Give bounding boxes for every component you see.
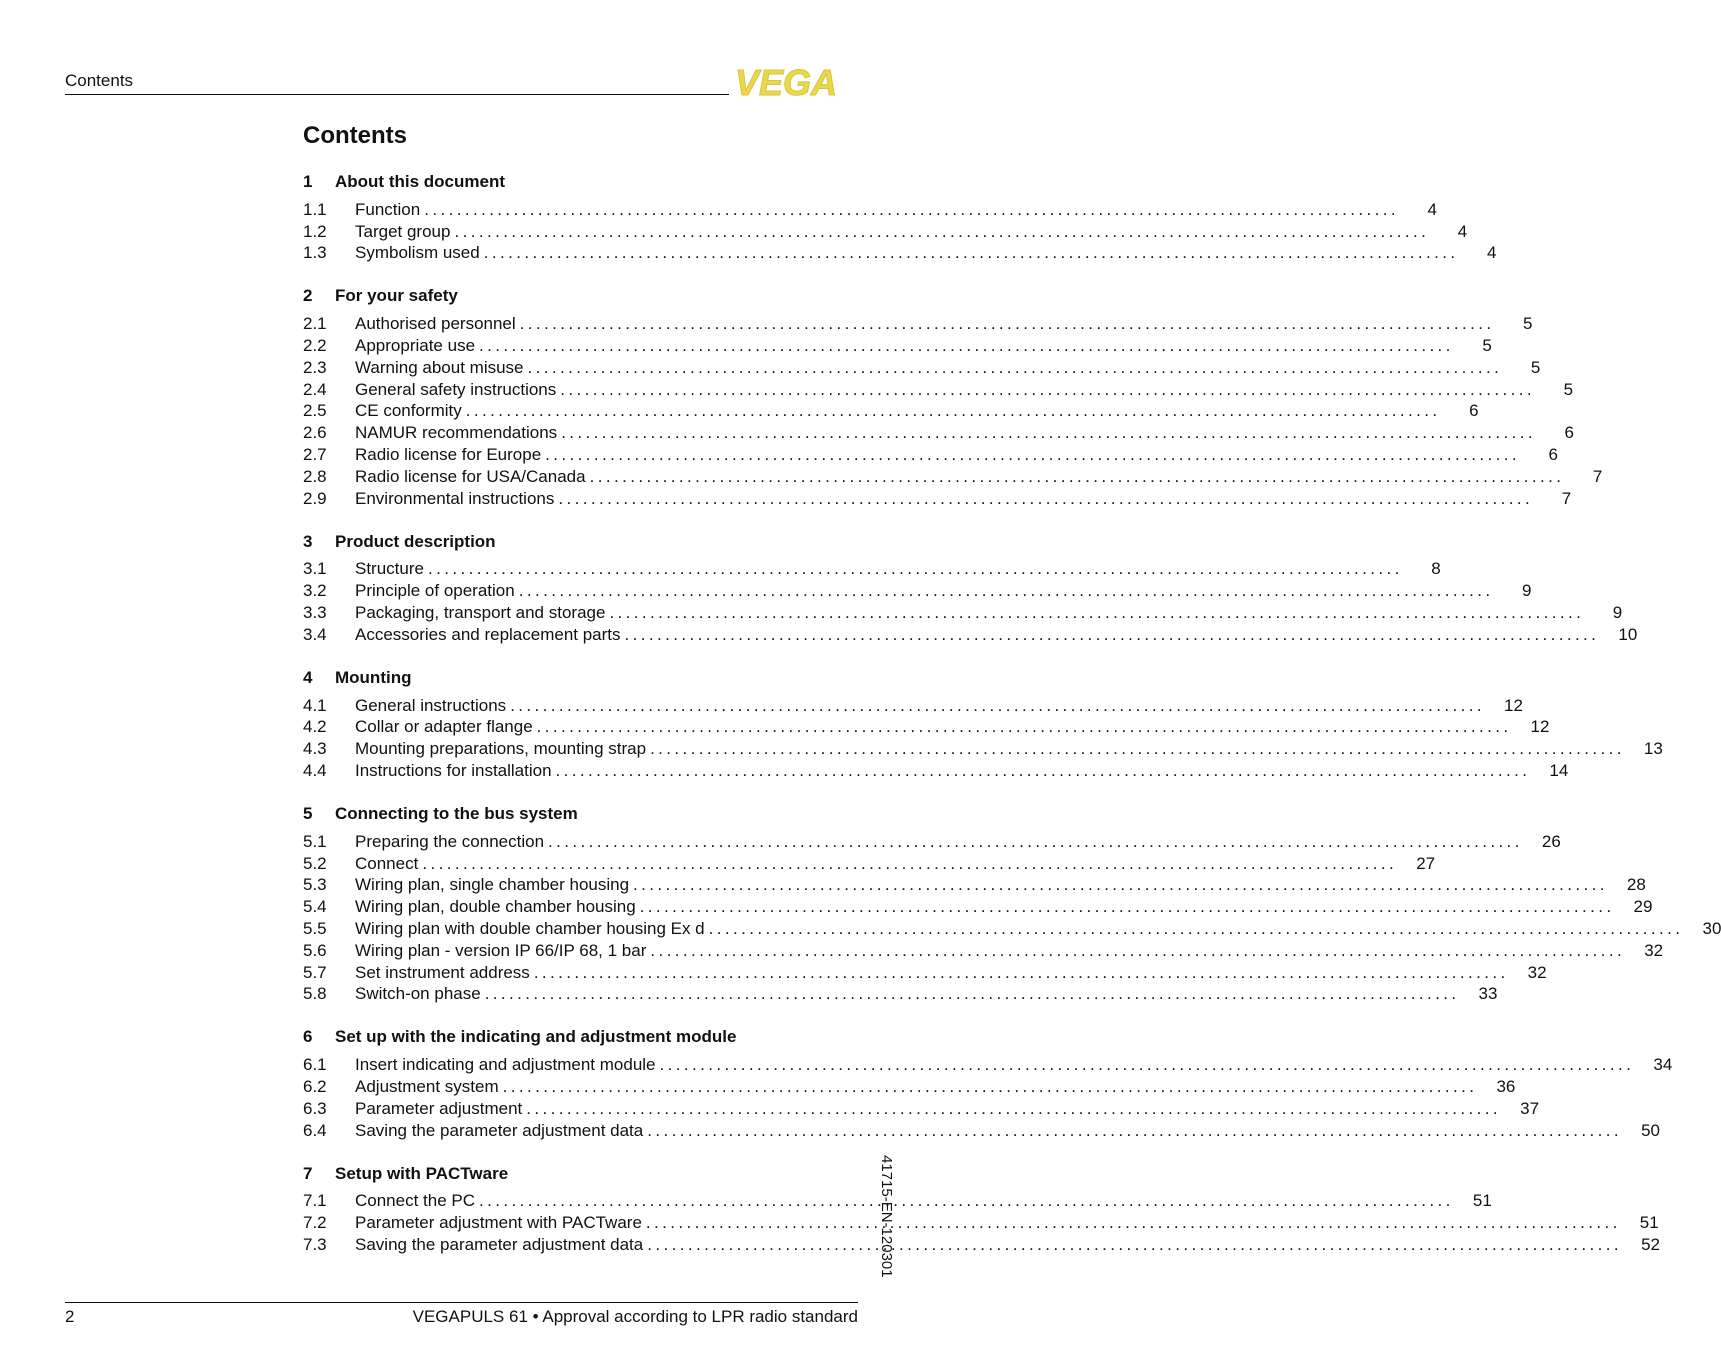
entry-title: Packaging, transport and storage — [355, 603, 606, 623]
section-title: Connecting to the bus system — [335, 803, 578, 823]
entry-title: Authorised personnel — [355, 314, 516, 334]
dot-leader: ........................................................................................................................ — [422, 853, 1398, 873]
entry-number: 5.6 — [303, 940, 327, 960]
toc-entry[interactable] — [303, 1098, 1540, 1120]
dot-leader: ........................................................................................................................ — [533, 962, 1509, 982]
entry-page-number: 32 — [1527, 962, 1547, 982]
entry-title: Wiring plan, single chamber housing — [355, 875, 630, 895]
entry-page-number: 14 — [1549, 761, 1569, 781]
section-heading[interactable] — [303, 170, 859, 194]
dot-leader: ........................................................................................................................ — [647, 1120, 1623, 1140]
entry-page-number: 28 — [1626, 875, 1646, 895]
entry-number: 6.1 — [303, 1055, 327, 1075]
dot-leader: ........................................................................................................................ — [708, 919, 1684, 939]
entry-title: Warning about misuse — [355, 357, 524, 377]
section-title: For your safety — [335, 286, 458, 306]
toc-entry[interactable] — [303, 962, 1547, 984]
entry-number: 5.5 — [303, 919, 327, 939]
toc-entry[interactable] — [303, 1191, 1492, 1213]
toc-entry[interactable] — [303, 1212, 1659, 1234]
dot-leader: ........................................................................................................................ — [536, 717, 1512, 737]
dot-leader: ........................................................................................................................ — [545, 445, 1520, 465]
toc-entry[interactable] — [303, 243, 1497, 265]
entry-number: 7.3 — [303, 1234, 327, 1254]
entry-title: Preparing the connection — [355, 831, 545, 851]
entry-number: 6.4 — [303, 1120, 327, 1140]
entry-title: Parameter adjustment — [355, 1098, 523, 1118]
dot-leader: ........................................................................................................................ — [548, 831, 1523, 851]
entry-number: 1.2 — [303, 221, 327, 241]
entry-title: Accessories and replacement parts — [355, 624, 621, 644]
toc-section — [303, 802, 1721, 1005]
toc-entry[interactable] — [303, 401, 1479, 423]
entry-title: Radio license for USA/Canada — [355, 466, 586, 486]
entry-title: Symbolism used — [355, 243, 480, 263]
toc-entry[interactable] — [303, 940, 1664, 962]
dot-leader: ........................................................................................................................ — [484, 984, 1460, 1004]
toc-entry[interactable] — [303, 984, 1498, 1006]
dot-leader: ........................................................................................................................ — [659, 1055, 1635, 1075]
entry-title: Saving the parameter adjustment data — [355, 1120, 644, 1140]
entry-page-number: 33 — [1478, 984, 1498, 1004]
toc-section — [303, 1025, 1673, 1141]
entry-title: Instructions for installation — [355, 761, 552, 781]
entry-title: Appropriate use — [355, 336, 476, 356]
toc-section — [303, 284, 1603, 509]
entry-title: NAMUR recommendations — [355, 423, 558, 443]
section-title: Setup with PACTware — [335, 1163, 509, 1183]
footer-rule — [65, 1302, 858, 1303]
entry-page-number: 34 — [1653, 1055, 1673, 1075]
dot-leader: ........................................................................................................................ — [558, 488, 1534, 508]
dot-leader: ........................................................................................................................ — [518, 581, 1494, 601]
toc-entry[interactable] — [303, 580, 1532, 602]
section-heading[interactable] — [303, 530, 859, 554]
entry-title: Connect — [355, 853, 419, 873]
entry-number: 4.2 — [303, 717, 327, 737]
dot-leader: ........................................................................................................................ — [589, 466, 1565, 486]
dot-leader: ........................................................................................................................ — [427, 559, 1403, 579]
entry-number: 2.1 — [303, 314, 327, 334]
entry-number: 3.3 — [303, 603, 327, 623]
entry-page-number: 6 — [1469, 401, 1479, 421]
toc-entry[interactable] — [303, 1234, 1661, 1256]
entry-number: 2.2 — [303, 336, 327, 356]
dot-leader: ........................................................................................................................ — [639, 897, 1615, 917]
entry-page-number: 10 — [1618, 624, 1638, 644]
entry-title: Wiring plan - version IP 66/IP 68, 1 bar — [355, 940, 647, 960]
entry-page-number: 5 — [1482, 336, 1492, 356]
toc-entry[interactable] — [303, 918, 1721, 940]
section-number: 1 — [303, 172, 313, 191]
dot-leader: ........................................................................................................................ — [465, 401, 1441, 421]
toc-section — [303, 666, 1663, 782]
dot-leader: ........................................................................................................................ — [454, 221, 1430, 241]
entry-page-number: 8 — [1431, 559, 1441, 579]
entry-page-number: 4 — [1457, 221, 1468, 241]
dot-leader: ........................................................................................................................ — [555, 761, 1531, 781]
entry-page-number: 26 — [1541, 831, 1561, 851]
dot-leader: ........................................................................................................................ — [479, 1191, 1454, 1211]
page-title: Contents — [303, 122, 407, 149]
entry-page-number: 7 — [1561, 488, 1572, 508]
entry-page-number: 13 — [1643, 739, 1663, 759]
running-header: Contents — [65, 71, 134, 90]
toc-entry[interactable] — [303, 335, 1492, 357]
entry-number: 3.1 — [303, 559, 327, 579]
entry-page-number: 5 — [1530, 357, 1541, 377]
toc-entry[interactable] — [303, 831, 1561, 853]
entry-number: 2.4 — [303, 379, 327, 399]
section-title: Product description — [335, 531, 496, 551]
entry-number: 2.6 — [303, 423, 327, 443]
section-number: 2 — [303, 286, 313, 306]
entry-number: 2.8 — [303, 466, 327, 486]
entry-number: 7.2 — [303, 1213, 327, 1233]
entry-title: Principle of operation — [355, 581, 515, 601]
entry-page-number: 29 — [1633, 897, 1653, 917]
entry-title: Wiring plan with double chamber housing Ex d — [355, 919, 705, 939]
entry-number: 5.1 — [303, 831, 327, 851]
dot-leader: ........................................................................................................................ — [645, 1213, 1621, 1233]
section-heading[interactable] — [303, 284, 859, 308]
footer-document-title: VEGAPULS 61 • Approval according to LPR radio standard — [412, 1307, 858, 1326]
section-title: About this document — [335, 172, 505, 191]
dot-leader: ........................................................................................................................ — [527, 357, 1503, 377]
entry-title: General instructions — [355, 695, 507, 715]
dot-leader: ........................................................................................................................ — [483, 243, 1459, 263]
entry-title: Connect the PC — [355, 1191, 476, 1211]
entry-page-number: 30 — [1702, 919, 1721, 939]
entry-page-number: 36 — [1496, 1077, 1516, 1096]
dot-leader: ........................................................................................................................ — [519, 314, 1495, 334]
entry-page-number: 52 — [1641, 1234, 1661, 1254]
dot-leader: ........................................................................................................................ — [633, 875, 1608, 895]
entry-title: Collar or adapter flange — [355, 717, 533, 737]
entry-page-number: 9 — [1612, 603, 1623, 623]
toc-entry[interactable] — [303, 624, 1638, 646]
entry-number: 5.2 — [303, 853, 327, 873]
toc-entry[interactable] — [303, 875, 1646, 897]
entry-page-number: 4 — [1427, 199, 1437, 219]
dot-leader: ........................................................................................................................ — [609, 603, 1585, 623]
toc-entry[interactable] — [303, 853, 1436, 875]
section-title: Mounting — [335, 667, 412, 687]
toc-entry[interactable] — [303, 559, 1441, 581]
section-number: 5 — [303, 803, 313, 823]
section-heading[interactable] — [303, 1162, 859, 1186]
toc-entry[interactable] — [303, 313, 1533, 335]
toc-entry[interactable] — [303, 379, 1574, 401]
document-code: 41715-EN-120301 — [878, 1155, 895, 1278]
toc-entry[interactable] — [303, 695, 1523, 717]
section-title: Set up with the indicating and adjustment module — [335, 1027, 737, 1047]
entry-number: 5.4 — [303, 897, 327, 917]
entry-number: 5.7 — [303, 962, 327, 982]
entry-page-number: 50 — [1641, 1120, 1661, 1140]
toc-entry[interactable] — [303, 602, 1623, 624]
entry-number: 2.5 — [303, 401, 327, 421]
dot-leader: ........................................................................................................................ — [479, 336, 1454, 356]
entry-number: 2.7 — [303, 445, 327, 465]
entry-number: 4.3 — [303, 739, 327, 759]
toc-entry[interactable] — [303, 466, 1603, 488]
dot-leader: ........................................................................................................................ — [650, 739, 1625, 759]
toc-entry[interactable] — [303, 1054, 1673, 1076]
toc-entry[interactable] — [303, 199, 1437, 221]
section-number: 3 — [303, 531, 313, 551]
entry-page-number: 12 — [1530, 717, 1550, 737]
entry-title: Switch-on phase — [355, 984, 481, 1004]
entry-page-number: 7 — [1592, 466, 1603, 486]
toc-entry[interactable] — [303, 760, 1569, 782]
header-rule — [65, 94, 729, 95]
section-heading[interactable] — [303, 1025, 859, 1049]
entry-title: CE conformity — [355, 401, 462, 421]
section-number: 4 — [303, 667, 313, 687]
entry-title: Function — [355, 199, 421, 219]
entry-title: Structure — [355, 559, 424, 579]
section-heading[interactable] — [303, 666, 859, 690]
dot-leader: ........................................................................................................................ — [624, 624, 1600, 644]
entry-number: 1.1 — [303, 199, 327, 219]
entry-page-number: 6 — [1564, 423, 1574, 443]
entry-title: Mounting preparations, mounting strap — [355, 739, 647, 759]
entry-page-number: 51 — [1472, 1191, 1492, 1211]
entry-page-number: 4 — [1487, 243, 1497, 263]
dot-leader: ........................................................................................................................ — [561, 423, 1536, 443]
entry-page-number: 9 — [1522, 581, 1532, 601]
entry-page-number: 51 — [1639, 1213, 1659, 1233]
entry-number: 7.1 — [303, 1191, 327, 1211]
toc-entry[interactable] — [303, 357, 1541, 379]
toc-section — [303, 170, 1497, 264]
entry-page-number: 6 — [1548, 445, 1558, 465]
vega-logo — [735, 62, 857, 103]
entry-number: 2.9 — [303, 488, 327, 508]
toc-entry[interactable] — [303, 717, 1550, 739]
toc-entry[interactable] — [303, 1120, 1661, 1142]
entry-page-number: 5 — [1522, 314, 1533, 334]
entry-number: 3.4 — [303, 624, 327, 644]
entry-number: 3.2 — [303, 581, 327, 601]
entry-title: Radio license for Europe — [355, 445, 542, 465]
toc-entry[interactable] — [303, 896, 1653, 918]
entry-number: 6.3 — [303, 1098, 327, 1118]
entry-title: Parameter adjustment with PACTware — [355, 1213, 642, 1233]
entry-title: Insert indicating and adjustment module — [355, 1055, 656, 1075]
vega-logo-wordmark: VEGA — [735, 62, 838, 103]
entry-number: 1.3 — [303, 243, 327, 263]
toc-entry[interactable] — [303, 221, 1468, 243]
entry-title: Wiring plan, double chamber housing — [355, 897, 636, 917]
entry-title: Set instrument address — [355, 962, 530, 982]
entry-number: 6.2 — [303, 1077, 327, 1096]
dot-leader: ........................................................................................................................ — [647, 1234, 1623, 1254]
entry-title: Adjustment system — [355, 1077, 499, 1096]
section-heading[interactable] — [303, 802, 859, 826]
entry-page-number: 37 — [1520, 1098, 1540, 1118]
entry-page-number: 12 — [1504, 695, 1523, 715]
page-number: 2 — [65, 1307, 75, 1326]
dot-leader: ........................................................................................................................ — [510, 695, 1485, 715]
entry-title: General safety instructions — [355, 379, 557, 399]
toc-entry[interactable] — [303, 488, 1572, 510]
entry-title: Saving the parameter adjustment data — [355, 1234, 644, 1254]
entry-title: Environmental instructions — [355, 488, 555, 508]
dot-leader: ........................................................................................................................ — [424, 199, 1399, 219]
dot-leader: ........................................................................................................................ — [650, 940, 1626, 960]
toc-entry[interactable] — [303, 1076, 1516, 1098]
entry-title: Target group — [355, 221, 451, 241]
toc-section — [303, 530, 1638, 646]
entry-page-number: 5 — [1563, 379, 1574, 399]
entry-number: 5.3 — [303, 875, 327, 895]
section-number: 7 — [303, 1163, 313, 1183]
dot-leader: ........................................................................................................................ — [526, 1098, 1502, 1118]
toc-entry[interactable] — [303, 738, 1663, 760]
entry-number: 5.8 — [303, 984, 327, 1004]
entry-page-number: 27 — [1416, 853, 1436, 873]
section-number: 6 — [303, 1027, 313, 1047]
entry-number: 2.3 — [303, 357, 327, 377]
entry-number: 4.1 — [303, 695, 327, 715]
dot-leader: ........................................................................................................................ — [502, 1077, 1478, 1096]
entry-number: 4.4 — [303, 761, 327, 781]
toc-entry[interactable] — [303, 422, 1574, 444]
entry-page-number: 32 — [1644, 940, 1664, 960]
dot-leader: ........................................................................................................................ — [560, 379, 1536, 399]
toc-entry[interactable] — [303, 444, 1558, 466]
